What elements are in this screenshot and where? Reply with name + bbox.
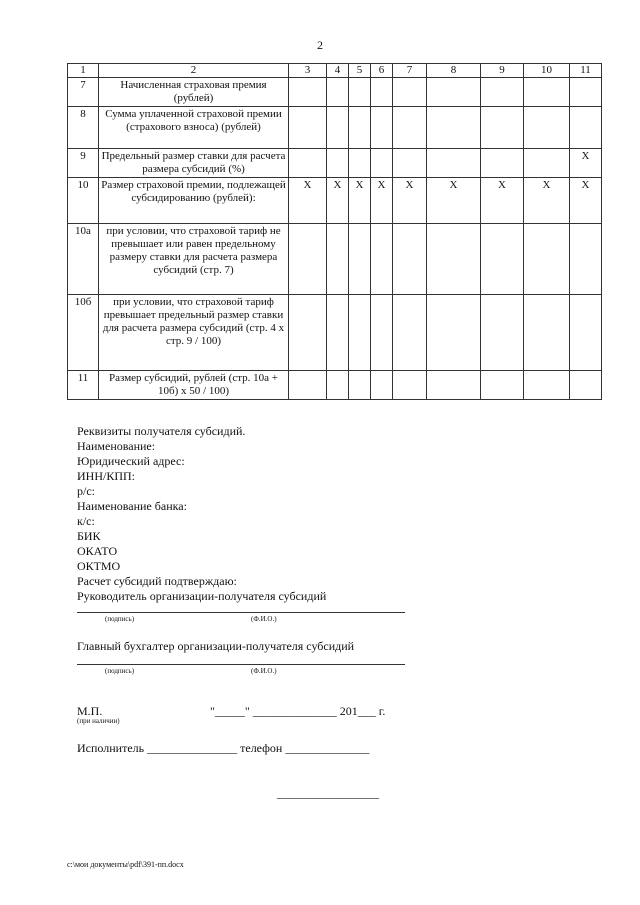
value-cell <box>371 224 393 295</box>
value-cell <box>393 224 427 295</box>
row-description: Сумма уплаченной страховой премии (страхового взноса) (рублей) <box>99 107 289 149</box>
file-path-footer: c:\мои документы\pdf\391-пп.docx <box>67 860 184 869</box>
value-cell <box>349 371 371 400</box>
requisite-line: Наименование банка: <box>77 499 187 513</box>
requisite-line: Юридический адрес: <box>77 454 185 468</box>
header-cell: 10 <box>524 64 570 78</box>
value-cell <box>393 78 427 107</box>
row-number: 10б <box>68 295 99 371</box>
value-cell <box>349 224 371 295</box>
value-cell: X <box>371 178 393 224</box>
value-cell <box>570 371 602 400</box>
value-cell <box>371 371 393 400</box>
page-number: 2 <box>317 38 323 52</box>
value-cell <box>481 224 524 295</box>
requisite-line: БИК <box>77 529 101 543</box>
accountant-name-label: (Ф.И.О.) <box>251 667 277 675</box>
value-cell <box>524 107 570 149</box>
row-description: Предельный размер ставки для расчета размера субсидий (%) <box>99 149 289 178</box>
header-cell: 8 <box>427 64 481 78</box>
value-cell <box>327 149 349 178</box>
row-description: при условии, что страховой тариф не превышает или равен предельному размеру ставки для расчета размера субсидий (стр. 7) <box>99 224 289 295</box>
value-cell: X <box>393 178 427 224</box>
value-cell <box>349 295 371 371</box>
value-cell <box>481 295 524 371</box>
value-cell <box>427 295 481 371</box>
value-cell <box>393 295 427 371</box>
table-row <box>68 107 602 149</box>
table-row <box>68 295 602 371</box>
value-cell <box>427 78 481 107</box>
requisite-line: к/с: <box>77 514 95 528</box>
table-row <box>68 371 602 400</box>
confirm-text: Расчет субсидий подтверждаю: <box>77 574 237 588</box>
value-cell <box>349 78 371 107</box>
value-cell <box>327 295 349 371</box>
value-cell <box>289 149 327 178</box>
value-cell <box>327 107 349 149</box>
value-cell: X <box>481 178 524 224</box>
value-cell <box>481 78 524 107</box>
table-header-row <box>68 64 602 78</box>
value-cell: X <box>570 178 602 224</box>
value-cell <box>570 78 602 107</box>
value-cell <box>481 149 524 178</box>
value-cell <box>570 224 602 295</box>
table-row <box>68 78 602 107</box>
value-cell <box>371 78 393 107</box>
value-cell: X <box>349 178 371 224</box>
value-cell <box>371 107 393 149</box>
value-cell <box>570 107 602 149</box>
row-number: 11 <box>68 371 99 400</box>
value-cell: X <box>427 178 481 224</box>
table-row <box>68 224 602 295</box>
value-cell <box>427 371 481 400</box>
row-number: 10а <box>68 224 99 295</box>
requisite-line: р/с: <box>77 484 95 498</box>
requisite-line: Наименование: <box>77 439 156 453</box>
value-cell <box>524 224 570 295</box>
value-cell <box>393 371 427 400</box>
row-description: Начисленная страховая премия (рублей) <box>99 78 289 107</box>
value-cell <box>570 295 602 371</box>
requisites-title: Реквизиты получателя субсидий. <box>77 424 246 438</box>
value-cell <box>289 224 327 295</box>
value-cell <box>481 107 524 149</box>
value-cell <box>393 149 427 178</box>
blank-signature-line: _________________ <box>277 786 379 800</box>
value-cell <box>481 371 524 400</box>
requisite-line: ОКАТО <box>77 544 118 558</box>
row-number: 7 <box>68 78 99 107</box>
value-cell <box>524 295 570 371</box>
executor-line: Исполнитель _______________ телефон ______________ <box>77 741 370 755</box>
value-cell: X <box>524 178 570 224</box>
header-cell: 7 <box>393 64 427 78</box>
header-cell: 2 <box>99 64 289 78</box>
header-cell: 4 <box>327 64 349 78</box>
value-cell <box>427 149 481 178</box>
accountant-title: Главный бухгалтер организации-получателя субсидий <box>77 639 355 653</box>
value-cell: X <box>570 149 602 178</box>
row-description: при условии, что страховой тариф превышает предельный размер ставки для расчета размера субсидий (стр. 4 х стр. 9 / 100) <box>99 295 289 371</box>
row-description: Размер субсидий, рублей (стр. 10а + 10б) х 50 / 100) <box>99 371 289 400</box>
value-cell <box>371 295 393 371</box>
value-cell <box>427 224 481 295</box>
value-cell <box>289 371 327 400</box>
value-cell <box>289 78 327 107</box>
header-cell: 3 <box>289 64 327 78</box>
stamp-label: М.П. <box>77 704 103 718</box>
requisite-line: ИНН/КПП: <box>77 469 136 483</box>
value-cell <box>327 224 349 295</box>
table-row <box>68 149 602 178</box>
head-name-label: (Ф.И.О.) <box>251 615 277 623</box>
table-row <box>68 178 602 224</box>
value-cell <box>371 149 393 178</box>
value-cell <box>349 149 371 178</box>
row-number: 8 <box>68 107 99 149</box>
value-cell <box>393 107 427 149</box>
value-cell <box>349 107 371 149</box>
value-cell <box>524 371 570 400</box>
value-cell <box>524 78 570 107</box>
date-line: "_____" ______________ 201___ г. <box>210 704 386 718</box>
subsidy-calculation-table <box>67 63 602 400</box>
accountant-signature-line <box>77 664 405 665</box>
head-sign-label: (подпись) <box>105 615 135 623</box>
header-cell: 1 <box>68 64 99 78</box>
header-cell: 5 <box>349 64 371 78</box>
value-cell: X <box>327 178 349 224</box>
header-cell: 11 <box>570 64 602 78</box>
value-cell <box>289 295 327 371</box>
value-cell <box>289 107 327 149</box>
value-cell <box>327 371 349 400</box>
value-cell <box>524 149 570 178</box>
accountant-sign-label: (подпись) <box>105 667 135 675</box>
row-description: Размер страховой премии, подлежащей субсидированию (рублей): <box>99 178 289 224</box>
value-cell <box>427 107 481 149</box>
stamp-note: (при наличии) <box>77 717 120 725</box>
value-cell: X <box>289 178 327 224</box>
head-signature-line <box>77 612 405 613</box>
row-number: 9 <box>68 149 99 178</box>
head-title: Руководитель организации-получателя субсидий <box>77 589 327 603</box>
requisite-line: ОКТМО <box>77 559 121 573</box>
header-cell: 9 <box>481 64 524 78</box>
header-cell: 6 <box>371 64 393 78</box>
value-cell <box>327 78 349 107</box>
row-number: 10 <box>68 178 99 224</box>
